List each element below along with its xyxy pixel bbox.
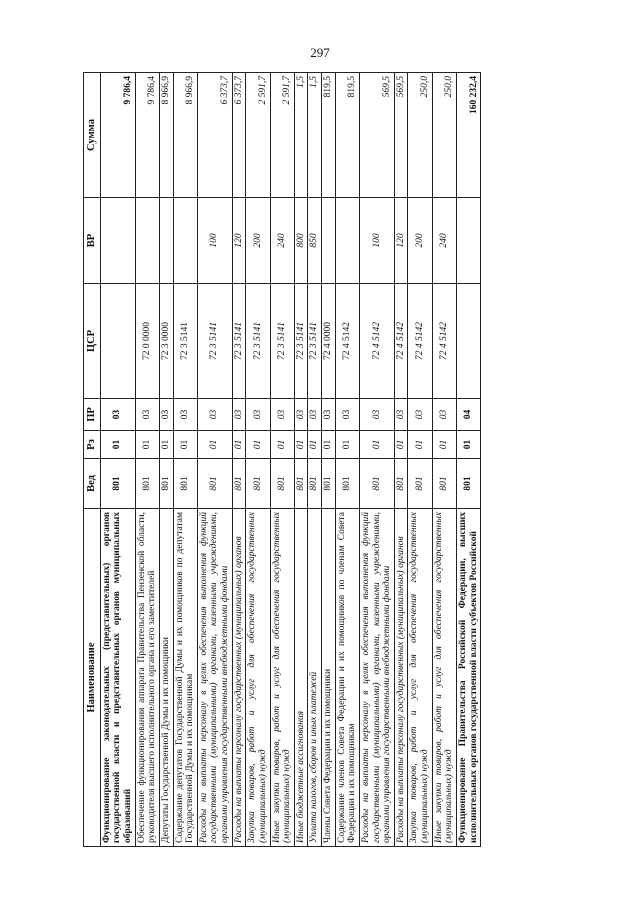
cell-csr: 72 4 5142 [359, 284, 394, 399]
cell-pr: 03 [322, 399, 336, 431]
table-row [173, 73, 197, 847]
cell-sum: 819,5 [322, 73, 336, 198]
cell-csr: 72 4 5142 [432, 284, 456, 399]
page-number: 297 [310, 45, 330, 60]
cell-vr: 200 [408, 198, 432, 284]
cell-sum: 569,5 [359, 73, 394, 198]
cell-rz: 01 [308, 431, 322, 459]
header-pr: ПР [84, 399, 101, 431]
cell-pr: 03 [232, 399, 246, 431]
table-row [246, 73, 270, 847]
cell-sum: 819,5 [335, 73, 359, 198]
cell-vr: 120 [232, 198, 246, 284]
cell-pr: 04 [456, 399, 480, 431]
cell-sum: 160 232,4 [456, 73, 480, 198]
cell-rz: 01 [173, 431, 197, 459]
cell-rz: 01 [232, 431, 246, 459]
cell-rz: 01 [294, 431, 308, 459]
cell-ved: 801 [135, 459, 159, 509]
table-row [322, 73, 336, 847]
cell-vr [322, 198, 336, 284]
cell-pr: 03 [335, 399, 359, 431]
header-csr: ЦСР [84, 284, 101, 399]
table-row [335, 73, 359, 847]
cell-ved: 801 [173, 459, 197, 509]
cell-rz: 01 [159, 431, 173, 459]
cell-pr: 03 [135, 399, 159, 431]
cell-vr: 850 [308, 198, 322, 284]
cell-ved: 801 [408, 459, 432, 509]
cell-vr [173, 198, 197, 284]
cell-vr: 800 [294, 198, 308, 284]
cell-name: Функционирование законодательных (представительных) органов государственной власти и представительных органов муниципальных образований [100, 509, 135, 847]
cell-csr: 72 0 0000 [135, 284, 159, 399]
table-row [159, 73, 173, 847]
cell-rz: 01 [322, 431, 336, 459]
cell-pr: 03 [432, 399, 456, 431]
cell-ved: 801 [308, 459, 322, 509]
table-row [197, 73, 232, 847]
cell-pr: 03 [270, 399, 294, 431]
cell-csr [456, 284, 480, 399]
table-row [294, 73, 308, 847]
table-row [394, 73, 408, 847]
cell-name: Депутаты Государственной Думы и их помощники [159, 509, 173, 847]
cell-ved: 801 [246, 459, 270, 509]
cell-csr: 72 3 5141 [270, 284, 294, 399]
cell-rz: 01 [335, 431, 359, 459]
cell-csr: 72 4 5142 [394, 284, 408, 399]
cell-csr: 72 3 5141 [197, 284, 232, 399]
cell-name: Расходы на выплаты персоналу в целях обеспечения выполнения функций государственными (муниципальными) органами, казенными учреждениями, органами управления государственными внебюджетными фондами [359, 509, 394, 847]
cell-vr [335, 198, 359, 284]
cell-rz: 01 [135, 431, 159, 459]
header-vr: ВР [84, 198, 101, 284]
cell-pr: 03 [408, 399, 432, 431]
cell-rz: 01 [246, 431, 270, 459]
cell-sum: 1,5 [294, 73, 308, 198]
cell-ved: 801 [432, 459, 456, 509]
cell-csr: 72 4 5142 [335, 284, 359, 399]
cell-name: Расходы на выплаты персоналу государственных (муниципальных) органов [232, 509, 246, 847]
cell-rz: 01 [432, 431, 456, 459]
cell-rz: 01 [408, 431, 432, 459]
table-body [100, 73, 480, 847]
cell-sum: 8 966,9 [159, 73, 173, 198]
cell-sum: 250,0 [408, 73, 432, 198]
cell-ved: 801 [270, 459, 294, 509]
cell-pr: 03 [294, 399, 308, 431]
cell-sum: 6 373,7 [197, 73, 232, 198]
cell-csr: 72 3 5141 [308, 284, 322, 399]
cell-vr [456, 198, 480, 284]
cell-sum: 8 966,9 [173, 73, 197, 198]
cell-vr: 120 [394, 198, 408, 284]
cell-csr: 72 3 5141 [232, 284, 246, 399]
cell-name: Иные бюджетные ассигнования [294, 509, 308, 847]
cell-ved: 801 [100, 459, 135, 509]
table-header-row [84, 73, 101, 847]
cell-name: Закупка товаров, работ и услуг для обеспечения государственных (муниципальных) нужд [246, 509, 270, 847]
cell-name: Функционирование Правительства Российской Федерации, высших исполнительных органов государственной власти субъектов Российской [456, 509, 480, 847]
table-row [359, 73, 394, 847]
budget-table [83, 72, 481, 847]
cell-vr: 100 [359, 198, 394, 284]
cell-csr: 72 3 5141 [173, 284, 197, 399]
header-sum: Сумма [84, 73, 101, 198]
cell-pr: 03 [394, 399, 408, 431]
cell-rz: 01 [100, 431, 135, 459]
cell-name: Расходы на выплаты персоналу государственных (муниципальных) органов [394, 509, 408, 847]
cell-ved: 801 [359, 459, 394, 509]
cell-csr: 72 3 0000 [159, 284, 173, 399]
cell-csr: 72 3 5141 [246, 284, 270, 399]
cell-sum: 2 591,7 [246, 73, 270, 198]
cell-name: Закупка товаров, работ и услуг для обеспечения государственных (муниципальных) нужд [408, 509, 432, 847]
cell-pr: 03 [173, 399, 197, 431]
cell-vr: 240 [432, 198, 456, 284]
cell-name: Расходы на выплаты персоналу в целях обеспечения выполнения функций государственными (муниципальными) органами, казенными учреждениями, органами управления государственными внебюджетными фондами [197, 509, 232, 847]
cell-csr [100, 284, 135, 399]
cell-sum: 9 786,4 [135, 73, 159, 198]
cell-name: Члены Совета Федерации и их помощники [322, 509, 336, 847]
cell-pr: 03 [246, 399, 270, 431]
cell-rz: 01 [197, 431, 232, 459]
cell-sum: 569,5 [394, 73, 408, 198]
cell-vr: 100 [197, 198, 232, 284]
cell-name: Обеспечение функционирования аппарата Правительства Пензенской области, руководителя высшего исполнительного органа и его заместителей [135, 509, 159, 847]
cell-pr: 03 [308, 399, 322, 431]
table-row [135, 73, 159, 847]
cell-csr: 72 4 5142 [408, 284, 432, 399]
cell-sum: 1,5 [308, 73, 322, 198]
header-rz: Рз [84, 431, 101, 459]
cell-csr: 72 4 0000 [322, 284, 336, 399]
cell-pr: 03 [359, 399, 394, 431]
cell-vr [135, 198, 159, 284]
table-row [456, 73, 480, 847]
cell-sum: 2 591,7 [270, 73, 294, 198]
cell-pr: 03 [159, 399, 173, 431]
cell-rz: 01 [270, 431, 294, 459]
cell-sum: 9 786,4 [100, 73, 135, 198]
table-row [408, 73, 432, 847]
cell-pr: 03 [100, 399, 135, 431]
cell-vr [100, 198, 135, 284]
cell-ved: 801 [294, 459, 308, 509]
cell-pr: 03 [197, 399, 232, 431]
budget-table-rotated [83, 73, 568, 847]
cell-vr [159, 198, 173, 284]
cell-ved: 801 [394, 459, 408, 509]
cell-name: Иные закупки товаров, работ и услуг для обеспечения государственных (муниципальных) нужд [432, 509, 456, 847]
cell-sum: 6 373,7 [232, 73, 246, 198]
cell-ved: 801 [159, 459, 173, 509]
cell-vr: 240 [270, 198, 294, 284]
table-row [308, 73, 322, 847]
cell-ved: 801 [197, 459, 232, 509]
header-ved: Вед [84, 459, 101, 509]
table-row [100, 73, 135, 847]
cell-ved: 801 [335, 459, 359, 509]
cell-csr: 72 3 5141 [294, 284, 308, 399]
cell-ved: 801 [456, 459, 480, 509]
table-row [432, 73, 456, 847]
cell-name: Иные закупки товаров, работ и услуг для обеспечения государственных (муниципальных) нужд [270, 509, 294, 847]
cell-rz: 01 [394, 431, 408, 459]
cell-name: Содержание членов Совета Федерации и их помощников по членам Совета Федерации и их помощникам [335, 509, 359, 847]
cell-ved: 801 [322, 459, 336, 509]
header-name: Наименование [84, 509, 101, 847]
cell-sum: 250,0 [432, 73, 456, 198]
cell-rz: 01 [359, 431, 394, 459]
table-row [270, 73, 294, 847]
cell-ved: 801 [232, 459, 246, 509]
cell-vr: 200 [246, 198, 270, 284]
table-row [232, 73, 246, 847]
cell-name: Содержание депутатов Государственной Думы и их помощников по депутатам Государственной Думы и их помощникам [173, 509, 197, 847]
cell-name: Уплата налогов, сборов и иных платежей [308, 509, 322, 847]
cell-rz: 01 [456, 431, 480, 459]
